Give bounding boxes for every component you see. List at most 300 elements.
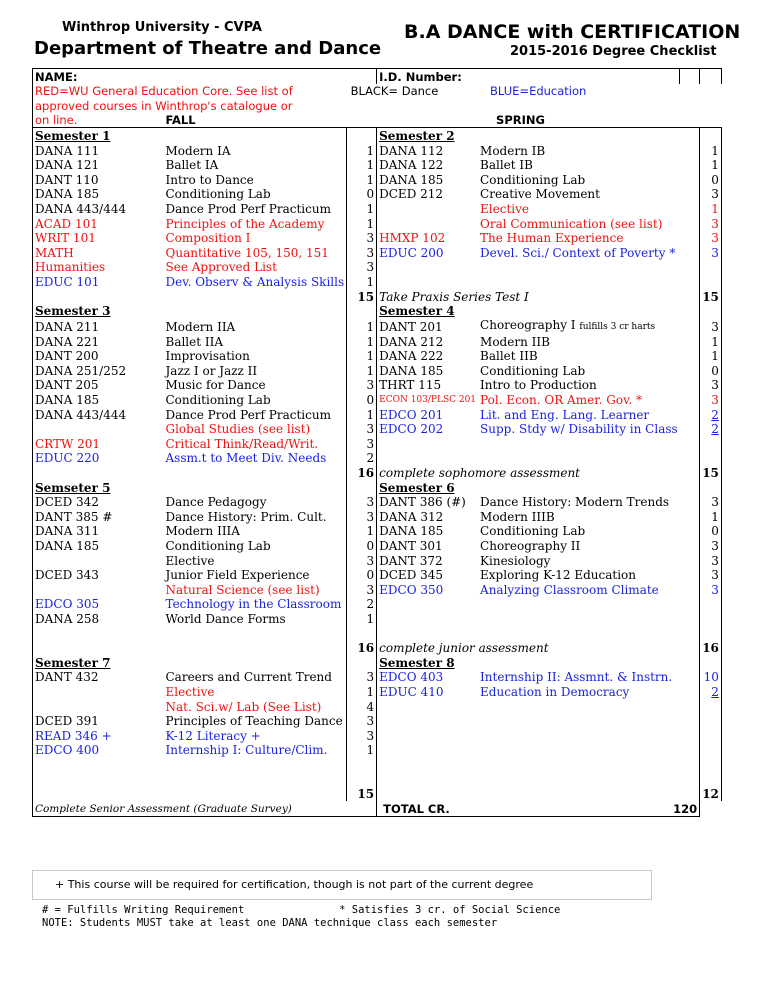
left-course-name: Principles of the Academy <box>165 216 325 231</box>
right-course-code <box>377 757 478 772</box>
semester-header-row <box>33 655 722 670</box>
left-course-name: Conditioning Lab <box>165 393 271 408</box>
left-course-code: Semester 7 <box>33 655 164 670</box>
right-course-name <box>478 714 680 729</box>
right-spacer <box>680 260 700 275</box>
left-course-code: DCED 342 <box>33 495 164 510</box>
right-spacer <box>680 201 700 216</box>
right-spacer <box>680 495 700 510</box>
right-spacer <box>680 582 700 597</box>
right-spacer <box>680 392 700 407</box>
right-course-name <box>478 772 680 787</box>
right-course-code: DANA 112 <box>379 143 444 158</box>
right-course-code: DCED 345 <box>379 568 444 583</box>
right-course-code: Take Praxis Series Test I <box>379 289 529 304</box>
right-credits: 0 <box>700 363 722 378</box>
right-course-code <box>377 260 478 275</box>
right-course-code <box>377 699 478 714</box>
left-course-name: Modern IIIA <box>165 524 240 539</box>
right-spacer <box>680 363 700 378</box>
right-course-name <box>478 728 680 743</box>
right-spacer <box>680 553 700 568</box>
footnotes <box>42 904 560 930</box>
left-course-name <box>164 289 347 304</box>
left-course-name: Conditioning Lab <box>165 187 271 202</box>
left-credits: 15 <box>347 289 377 304</box>
left-course-code: Semester 3 <box>33 304 164 319</box>
right-credits: 3 <box>700 231 722 246</box>
checklist-year: 2015-2016 Degree Checklist <box>510 44 717 59</box>
right-course-name <box>478 743 680 758</box>
university-name: Winthrop University - CVPA <box>62 20 262 35</box>
course-row <box>33 378 722 393</box>
right-course-name: Ballet IIB <box>480 349 538 364</box>
left-credits: 4 <box>347 699 377 714</box>
right-credits: 1 <box>700 158 722 173</box>
left-credits: 16 <box>347 641 377 656</box>
right-spacer <box>680 626 700 641</box>
right-course-name: Oral Communication (see list) <box>480 216 663 231</box>
right-credits <box>700 743 722 758</box>
course-row <box>33 670 722 685</box>
right-course-name <box>478 611 680 626</box>
right-spacer <box>680 318 700 334</box>
left-credits: 3 <box>347 231 377 246</box>
left-course-name: See Approved List <box>165 260 277 275</box>
right-course-name <box>478 128 680 143</box>
right-spacer <box>680 538 700 553</box>
right-credits: 1 <box>700 334 722 349</box>
right-course-code: DANT 201 <box>379 320 443 335</box>
left-course-code: EDCO 400 <box>33 743 164 758</box>
red-legend-line1: RED=WU General Education Core. See list of <box>33 84 377 99</box>
right-course-name: Supp. Stdy w/ Disability in Class <box>480 422 678 437</box>
left-credits: 1 <box>347 743 377 758</box>
right-spacer <box>680 480 700 495</box>
left-course-code: DANA 221 <box>33 334 164 349</box>
left-course-name: World Dance Forms <box>165 611 286 626</box>
right-spacer <box>680 422 700 437</box>
right-credits <box>700 128 722 143</box>
left-credits: 0 <box>347 538 377 553</box>
left-credits: 2 <box>347 597 377 612</box>
right-course-code <box>377 611 478 626</box>
left-course-code <box>33 582 164 597</box>
left-credits: 1 <box>347 274 377 289</box>
left-course-name: K-12 Literacy + <box>165 728 261 743</box>
right-course-code: DCED 212 <box>379 187 444 202</box>
right-course-code: Semester 8 <box>379 655 455 670</box>
right-credits: 0 <box>700 524 722 539</box>
right-spacer <box>680 158 700 173</box>
left-course-name: Music for Dance <box>165 378 266 393</box>
left-credits: 16 <box>347 465 377 480</box>
blue-legend: BLUE=Education <box>490 84 587 99</box>
left-course-name: Dance History: Prim. Cult. <box>165 509 327 524</box>
id-label: I.D. Number: <box>377 69 478 84</box>
course-row <box>33 714 722 729</box>
left-credits <box>347 626 377 641</box>
right-course-code <box>377 787 478 802</box>
course-row <box>33 318 722 334</box>
course-row <box>33 143 722 158</box>
left-credits: 3 <box>347 495 377 510</box>
right-course-name: Modern IIB <box>480 334 550 349</box>
left-credits: 15 <box>347 787 377 802</box>
course-row <box>33 436 722 451</box>
right-course-code: DANT 372 <box>379 553 443 568</box>
course-row <box>33 728 722 743</box>
right-course-name: Conditioning Lab <box>480 172 586 187</box>
right-course-name <box>478 597 680 612</box>
left-course-name: Dev. Observ & Analysis Skills <box>165 274 345 289</box>
right-course-code <box>377 772 478 787</box>
course-row <box>33 363 722 378</box>
right-credits <box>700 597 722 612</box>
left-course-code: Humanities <box>33 260 164 275</box>
course-row <box>33 611 722 626</box>
course-row <box>33 538 722 553</box>
course-row <box>33 334 722 349</box>
left-course-name: Dance Prod Perf Practicum <box>165 407 331 422</box>
right-credits: 3 <box>700 245 722 260</box>
right-credits: 3 <box>700 392 722 407</box>
right-spacer <box>680 349 700 364</box>
right-course-code: THRT 115 <box>379 378 442 393</box>
left-course-code <box>33 699 164 714</box>
left-course-code <box>33 757 164 772</box>
right-course-name <box>478 699 680 714</box>
left-credits: 3 <box>347 245 377 260</box>
left-course-name <box>164 641 347 656</box>
right-course-name: Exploring K-12 Education <box>480 568 636 583</box>
right-credits: 3 <box>700 582 722 597</box>
right-course-name: Ballet IB <box>480 158 533 173</box>
total-credits-label: TOTAL CR. <box>377 801 478 816</box>
right-spacer <box>680 757 700 772</box>
course-row <box>33 172 722 187</box>
right-credits <box>700 451 722 466</box>
left-credits: 3 <box>347 436 377 451</box>
left-credits: 1 <box>347 349 377 364</box>
right-course-code: EDCO 202 <box>379 422 444 437</box>
semester-header-row <box>33 128 722 143</box>
left-course-code <box>33 684 164 699</box>
left-course-code: DANA 121 <box>33 158 164 173</box>
left-course-code: DANA 311 <box>33 524 164 539</box>
right-course-name: Analyzing Classroom Climate <box>480 582 659 597</box>
left-course-code <box>33 289 164 304</box>
left-course-name <box>164 787 347 802</box>
right-course-note: fulfills 3 cr harts <box>579 322 656 333</box>
left-credits <box>347 655 377 670</box>
left-course-name: Elective <box>165 684 215 699</box>
left-course-name <box>164 128 347 143</box>
right-spacer <box>680 597 700 612</box>
right-course-code: DANA 185 <box>379 363 444 378</box>
left-course-code: EDUC 101 <box>33 274 164 289</box>
semester-header-row <box>33 480 722 495</box>
right-credits: 1 <box>700 509 722 524</box>
left-course-name: Technology in the Classroom <box>165 597 342 612</box>
right-course-code: complete junior assessment <box>379 641 549 656</box>
right-course-code: Semester 6 <box>379 480 455 495</box>
semester-total-row <box>33 289 722 304</box>
red-legend-line3: on line. <box>33 113 164 128</box>
left-course-code: DANA 111 <box>33 143 164 158</box>
right-spacer <box>680 568 700 583</box>
left-credits: 1 <box>347 611 377 626</box>
right-credits: 1 <box>700 143 722 158</box>
left-credits: 1 <box>347 334 377 349</box>
course-row <box>33 245 722 260</box>
left-course-code: DANA 258 <box>33 611 164 626</box>
right-credits <box>700 728 722 743</box>
footnote-technique: NOTE: Students MUST take at least one DANA technique class each semester <box>42 917 498 929</box>
left-credits: 1 <box>347 201 377 216</box>
right-course-name: Dance History: Modern Trends <box>480 495 670 510</box>
course-row <box>33 407 722 422</box>
right-course-name <box>478 436 680 451</box>
right-course-name: Devel. Sci./ Context of Poverty * <box>480 245 676 260</box>
left-course-code: DANT 432 <box>33 670 164 685</box>
course-row <box>33 349 722 364</box>
course-row <box>33 451 722 466</box>
left-course-code <box>33 641 164 656</box>
left-course-code: DANA 211 <box>33 318 164 334</box>
left-credits: 3 <box>347 422 377 437</box>
right-course-code: EDCO 403 <box>379 670 444 685</box>
course-row <box>33 524 722 539</box>
semester-total-row <box>33 465 722 480</box>
right-course-code: DANA 222 <box>379 349 444 364</box>
course-row <box>33 392 722 407</box>
right-course-name <box>478 626 680 641</box>
course-row <box>33 743 722 758</box>
right-course-code: EDUC 410 <box>379 684 444 699</box>
right-course-name: Kinesiology <box>480 553 551 568</box>
right-course-code <box>377 436 478 451</box>
right-course-code <box>377 216 478 231</box>
left-credits: 1 <box>347 524 377 539</box>
left-course-code: DANA 443/444 <box>33 407 164 422</box>
left-course-name: Modern IA <box>165 143 231 158</box>
left-course-name: Junior Field Experience <box>165 568 310 583</box>
right-credits: 2 <box>700 684 722 699</box>
right-spacer <box>680 172 700 187</box>
left-course-code: DCED 391 <box>33 714 164 729</box>
semester-total-row <box>33 641 722 656</box>
left-course-name <box>164 772 347 787</box>
right-course-name: Lit. and Eng. Lang. Learner <box>480 407 650 422</box>
course-row <box>33 231 722 246</box>
course-row <box>33 509 722 524</box>
left-credits: 1 <box>347 684 377 699</box>
course-row <box>33 582 722 597</box>
right-course-code: Semester 4 <box>379 304 455 319</box>
left-course-name: Ballet IIA <box>165 334 224 349</box>
left-credits <box>347 128 377 143</box>
right-credits: 1 <box>700 201 722 216</box>
left-course-name: Composition I <box>165 231 251 246</box>
left-credits: 3 <box>347 260 377 275</box>
right-course-code: DANA 122 <box>379 158 444 173</box>
right-credits: 3 <box>700 495 722 510</box>
left-course-name: Modern IIA <box>165 320 236 335</box>
department-title: Department of Theatre and Dance <box>34 38 382 59</box>
left-credits: 3 <box>347 582 377 597</box>
course-row <box>33 158 722 173</box>
right-spacer <box>680 274 700 289</box>
right-spacer <box>680 289 700 304</box>
left-course-name <box>164 626 347 641</box>
left-course-code: DANA 185 <box>33 538 164 553</box>
right-credits <box>700 714 722 729</box>
course-row <box>33 274 722 289</box>
course-row <box>33 422 722 437</box>
left-course-name <box>164 757 347 772</box>
right-course-name <box>478 787 680 802</box>
certification-note: + This course will be required for certification, though is not part of the current degree <box>32 870 652 900</box>
black-legend: BLACK= Dance <box>350 84 439 99</box>
right-credits <box>700 699 722 714</box>
spring-label: SPRING <box>496 113 545 128</box>
right-course-name <box>478 480 680 495</box>
right-course-name: Choreography II <box>480 539 581 553</box>
total-credits-value: 120 <box>478 801 700 816</box>
right-credits: 0 <box>700 172 722 187</box>
left-course-name: Dance Prod Perf Practicum <box>165 201 331 216</box>
right-credits: 10 <box>700 670 722 685</box>
program-title: B.A DANCE with CERTIFICATION <box>404 21 741 43</box>
left-credits: 0 <box>347 568 377 583</box>
right-credits <box>700 274 722 289</box>
right-spacer <box>680 684 700 699</box>
right-course-code: DANA 185 <box>379 172 444 187</box>
course-row <box>33 187 722 202</box>
right-course-code: HMXP 102 <box>379 231 446 246</box>
right-course-name: Education in Democracy <box>480 684 630 699</box>
right-spacer <box>680 465 700 480</box>
right-course-code: Semester 2 <box>377 128 478 143</box>
right-spacer <box>680 728 700 743</box>
left-course-name: Ballet IA <box>165 158 219 173</box>
right-credits: 3 <box>700 538 722 553</box>
right-credits: 2 <box>700 422 722 437</box>
right-course-code <box>377 597 478 612</box>
left-course-code <box>33 553 164 568</box>
right-course-name <box>478 260 680 275</box>
right-spacer <box>680 128 700 143</box>
right-credits: 15 <box>700 289 722 304</box>
right-spacer <box>680 245 700 260</box>
left-credits: 3 <box>347 714 377 729</box>
name-label: NAME: <box>33 69 347 84</box>
right-course-code <box>377 626 478 641</box>
right-credits: 3 <box>700 187 722 202</box>
right-course-code: EDCO 201 <box>379 407 444 422</box>
course-row <box>33 216 722 231</box>
right-course-code: DANT 301 <box>379 539 443 553</box>
right-course-name: The Human Experience <box>480 231 624 246</box>
left-credits <box>347 757 377 772</box>
left-credits: 2 <box>347 451 377 466</box>
right-credits: 3 <box>700 378 722 393</box>
left-credits <box>347 304 377 319</box>
right-spacer <box>680 509 700 524</box>
right-credits <box>700 772 722 787</box>
left-course-name: Nat. Sci.w/ Lab (See List) <box>165 699 322 714</box>
left-course-name: Critical Think/Read/Writ. <box>165 436 319 451</box>
right-course-name: Modern IB <box>480 143 546 158</box>
right-credits <box>700 304 722 319</box>
left-course-code: Semester 1 <box>33 128 164 143</box>
right-spacer <box>680 451 700 466</box>
right-course-code: EDUC 200 <box>379 245 444 260</box>
right-course-code: DANA 212 <box>379 334 444 349</box>
right-credits: 3 <box>700 568 722 583</box>
left-course-code: DANA 185 <box>33 392 164 407</box>
left-course-code: WRIT 101 <box>33 231 164 246</box>
left-credits: 0 <box>347 392 377 407</box>
red-legend-line2: approved courses in Winthrop's catalogue or <box>33 98 377 113</box>
left-course-name: Principles of Teaching Dance <box>165 714 343 729</box>
right-spacer <box>680 231 700 246</box>
left-course-name <box>164 480 347 495</box>
left-credits: 3 <box>347 728 377 743</box>
right-credits: 15 <box>700 465 722 480</box>
left-course-code: READ 346 + <box>33 728 164 743</box>
right-credits: 3 <box>700 553 722 568</box>
right-course-name: Elective <box>480 201 529 216</box>
right-course-name <box>478 757 680 772</box>
right-course-name: Pol. Econ. OR Amer. Gov. * <box>480 393 643 408</box>
left-course-code: DANA 185 <box>33 187 164 202</box>
right-spacer <box>680 787 700 802</box>
left-credits: 1 <box>347 143 377 158</box>
left-course-name: Conditioning Lab <box>165 539 271 553</box>
right-spacer <box>680 714 700 729</box>
left-course-name: Jazz I or Jazz II <box>165 363 258 378</box>
semester-header-row <box>33 304 722 319</box>
left-course-code: MATH <box>33 245 164 260</box>
right-credits <box>700 757 722 772</box>
right-course-code: complete sophomore assessment <box>379 466 581 481</box>
right-course-name: Creative Movement <box>480 187 600 202</box>
right-spacer <box>680 699 700 714</box>
right-course-code <box>377 728 478 743</box>
left-course-code: DANT 200 <box>33 349 164 364</box>
semester-total-row <box>33 787 722 802</box>
right-course-name <box>478 274 680 289</box>
right-credits: 12 <box>700 787 722 802</box>
right-course-code <box>377 451 478 466</box>
degree-checklist-table <box>32 68 722 817</box>
left-course-code: DCED 343 <box>33 568 164 583</box>
right-course-code: DANA 312 <box>379 509 444 524</box>
left-credits: 1 <box>347 216 377 231</box>
left-course-name: Dance Pedagogy <box>165 495 267 510</box>
course-row <box>33 201 722 216</box>
right-course-name: Internship II: Assmnt. & Instrn. <box>480 670 673 685</box>
left-credits: 1 <box>347 318 377 334</box>
left-course-code <box>33 626 164 641</box>
left-course-code: DANT 205 <box>33 378 164 393</box>
left-course-name: Assm.t to Meet Div. Needs <box>165 451 327 466</box>
right-course-code <box>377 274 478 289</box>
right-course-name: Modern IIIB <box>480 509 555 524</box>
left-credits: 1 <box>347 407 377 422</box>
